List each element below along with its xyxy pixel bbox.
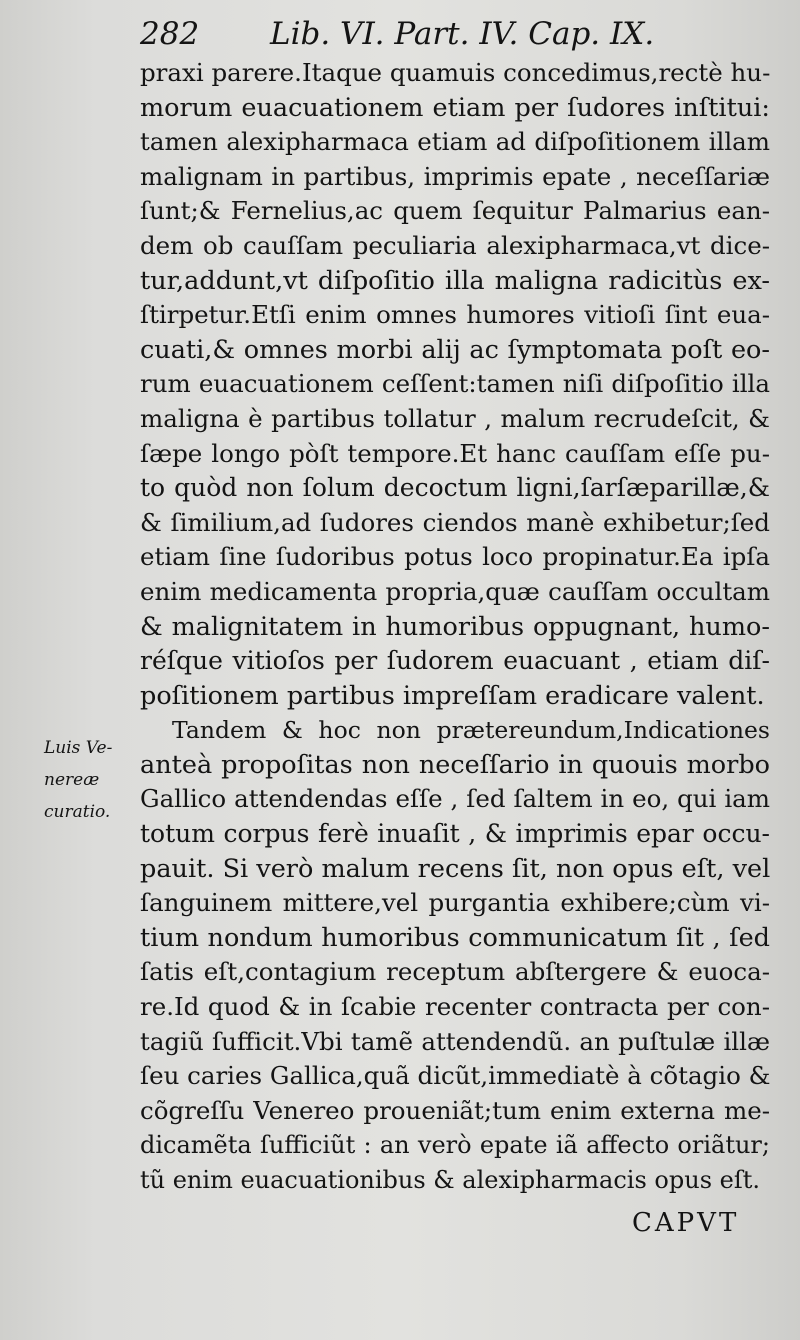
text-line: praxi parere.Itaque quamuis concedimus,rectè hu- [140,58,771,87]
text-line: to quòd non ſolum decoctum ligni,ſarſæparillæ,& [140,473,770,503]
text-line: rum euacuationem ceſſent:tamen niſi diſpoſitio illa [140,369,770,399]
text-line: dicamẽta ſufficiũt : an verò epate iã affecto oriãtur; [140,1131,770,1160]
text-line: réſque vitioſos per ſudorem euacuant , etiam diſ- [140,646,770,676]
text-line: Tandem & hoc non prætereundum,Indicationes [172,716,770,745]
margin-note [44,732,136,828]
text-line: malignam in partibus, imprimis epate , neceſſariæ [140,161,770,191]
text-line: & ſimilium,ad ſudores ciendos manè exhibetur;ſed [140,507,770,537]
text-line: ſanguinem mittere,vel purgantia exhibere;cùm vi- [140,888,770,918]
text-line: tagiũ ſufficit.Vbi tamẽ attendendũ. an puſtulæ illæ [140,1026,770,1056]
text-line: cuati,& omnes morbi alij ac ſymptomata poſt eo- [140,334,770,365]
running-head: Lib. VI. Part. IV. Cap. IX. [270,16,655,52]
text-line: tur,addunt,vt diſpoſitio illa maligna radicitùs ex- [140,265,770,296]
text-line: & malignitatem in humoribus oppugnant, humo- [140,611,770,642]
text-line: ſtirpetur.Etſi enim omnes humores vitioſi ſint eua- [140,300,770,330]
text-line: Gallico attendendas eſſe , ſed ſaltem in eo, qui iam [140,784,770,814]
text-line: anteà propoſitas non neceſſario in quouis morbo [140,749,770,780]
text-line: totum corpus ferè inuaſit , & imprimis epar occu- [140,819,770,849]
text-line: poſitionem partibus impreſſam eradicare valent. [140,680,765,711]
text-line: cõgreſſu Venereo proueniãt;tum enim externa me- [140,1095,770,1125]
text-line: ſatis eſt,contagium receptum abſtergere & euoca- [140,957,770,987]
text-line: tamen alexipharmaca etiam ad diſpoſitionem illam [140,127,770,157]
text-line: ſæpe longo pòſt tempore.Et hanc cauſſam eſſe pu- [140,438,770,468]
page-number: 282 [140,16,200,52]
text-line: ſunt;& Fernelius,ac quem ſequitur Palmarius ean- [140,196,770,226]
text-line: tium nondum humoribus communicatum ſit , ſed [140,922,770,953]
text-line: pauit. Si verò malum recens ſit, non opus eſt, vel [140,853,771,884]
margin-note-line: Luis Ve- [44,738,113,758]
text-line: tũ enim euacuationibus & alexipharmacis opus eſt. [140,1166,760,1194]
catchword: CAPVT [632,1208,740,1238]
text-line: enim medicamenta propria,quæ cauſſam occultam [140,576,770,606]
text-line: etiam ſine ſudoribus potus loco propinatur.Ea ipſa [140,542,770,572]
main-text [140,56,770,1198]
text-line: re.Id quod & in ſcabie recenter contracta per con- [140,992,770,1022]
page-header [140,14,680,54]
text-line: ſeu caries Gallica,quã dicũt,immediatè à cõtagio & [140,1061,771,1091]
text-line: maligna è partibus tollatur , malum recrudeſcit, & [140,403,770,433]
margin-note-line: curatio. [44,802,111,822]
text-line: morum euacuationem etiam per ſudores inſtitui: [140,92,770,123]
text-line: dem ob cauſſam peculiaria alexipharmaca,vt dice- [140,230,770,260]
margin-note-line: nereæ [44,770,100,790]
